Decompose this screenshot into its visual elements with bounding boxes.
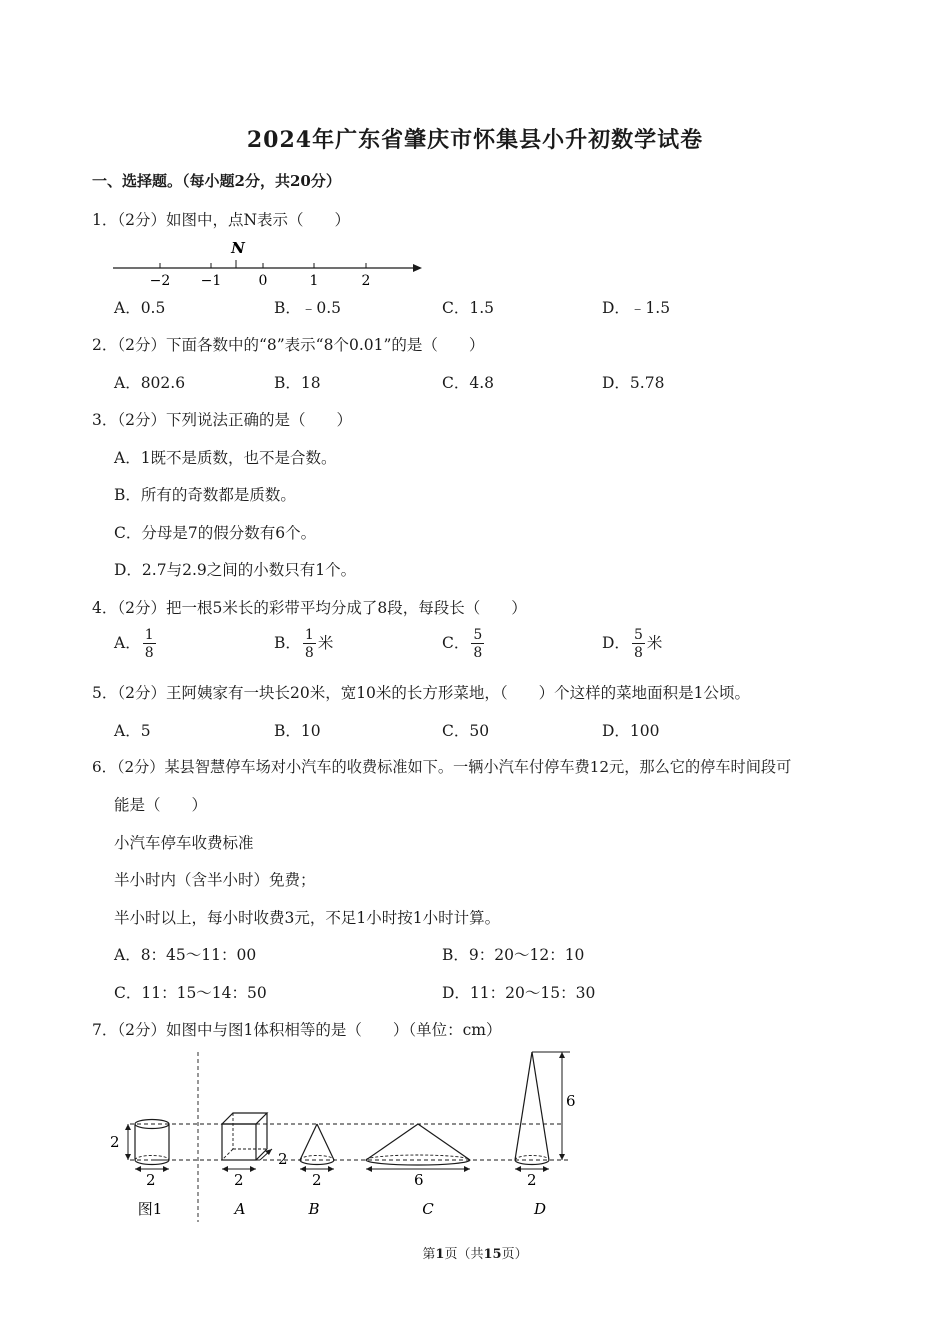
q5-option-d[interactable]: D．100 xyxy=(602,722,660,740)
q6-info-title: 小汽车停车收费标准 xyxy=(114,834,254,852)
option-letter: D． xyxy=(602,634,630,652)
arrow-head xyxy=(163,1166,169,1172)
question-2-stem: 2．（2分）下面各数中的“8”表示“8个0.01”的是（ ） xyxy=(92,336,485,354)
question-4-stem: 4．（2分）把一根5米长的彩带平均分成了8段，每段长（ ） xyxy=(92,599,527,617)
fraction xyxy=(471,628,484,660)
wide-cone-shape xyxy=(366,1124,470,1165)
cube-shape xyxy=(222,1113,267,1160)
exam-title: 2024年广东省肇庆市怀集县小升初数学试卷 xyxy=(246,127,704,153)
tick-label: 1 xyxy=(309,273,319,289)
fraction xyxy=(303,628,316,660)
q6-info-line2: 半小时以上，每小时收费3元，不足1小时按1小时计算。 xyxy=(114,909,501,927)
arrow-head xyxy=(559,1052,565,1058)
height-label-2: 2 xyxy=(110,1133,120,1151)
q6-option-a[interactable]: A．8：45～11：00 xyxy=(114,946,257,964)
q4-option-a[interactable] xyxy=(114,628,158,660)
option-letter: B． xyxy=(274,634,301,652)
question-7-stem: 7．（2分）如图中与图1体积相等的是（ ）（单位：cm） xyxy=(92,1021,502,1039)
caption-a: A xyxy=(234,1200,246,1218)
caption-d: D xyxy=(533,1200,547,1218)
q1-option-b[interactable]: B．﹣0.5 xyxy=(274,299,342,317)
arrow-head xyxy=(125,1154,131,1160)
diameter-label-d: 2 xyxy=(527,1171,537,1189)
denominator: 8 xyxy=(144,645,154,661)
cylinder-shape xyxy=(135,1120,169,1165)
q1-option-c[interactable]: C．1.5 xyxy=(442,299,495,317)
arrow-head xyxy=(366,1166,372,1172)
arrow-head xyxy=(559,1154,565,1160)
tick-label: −2 xyxy=(149,273,171,289)
footer-page-number: 1 xyxy=(435,1247,445,1262)
q2-option-c[interactable]: C．4.8 xyxy=(442,374,495,392)
q6-info-line1: 半小时内（含半小时）免费； xyxy=(114,871,316,889)
tick-label: 0 xyxy=(258,273,268,289)
q6-option-d[interactable]: D．11：20～15：30 xyxy=(442,984,596,1002)
arrow-head xyxy=(515,1166,521,1172)
numerator: 5 xyxy=(633,627,643,643)
footer-mid: 页（共 xyxy=(444,1247,484,1262)
question-1-stem: 1．（2分）如图中，点N表示（ ） xyxy=(92,211,351,229)
q3-option-c[interactable]: C．分母是7的假分数有6个。 xyxy=(114,524,317,542)
number-line-figure xyxy=(108,236,428,292)
question-6-stem-line1: 6．（2分）某县智慧停车场对小汽车的收费标准如下。一辆小汽车付停车费12元，那么它的停车时间段可 xyxy=(92,758,792,776)
q3-option-d[interactable]: D．2.7与2.9之间的小数只有1个。 xyxy=(114,561,357,579)
option-letter: C． xyxy=(442,634,470,652)
solids-figure xyxy=(100,1044,590,1224)
height-label-6: 6 xyxy=(566,1092,576,1110)
small-cone-shape xyxy=(300,1124,334,1165)
footer-post: 页） xyxy=(501,1247,528,1262)
denominator: 8 xyxy=(473,645,483,661)
tall-cone-shape xyxy=(515,1052,549,1165)
q5-option-a[interactable]: A．5 xyxy=(114,722,151,740)
section-heading-choice: 一、选择题。（每小题2分，共20分） xyxy=(92,172,341,190)
denominator: 8 xyxy=(304,645,314,661)
arrow-head xyxy=(125,1124,131,1130)
arrow-head xyxy=(135,1166,141,1172)
denominator: 8 xyxy=(633,645,643,661)
arrow-head xyxy=(543,1166,549,1172)
q4-option-d[interactable] xyxy=(602,628,662,660)
numerator: 5 xyxy=(473,627,483,643)
diameter-label-c: 6 xyxy=(414,1171,424,1189)
numerator: 1 xyxy=(144,627,154,643)
tick-label: 2 xyxy=(361,273,371,289)
footer-total-pages: 15 xyxy=(483,1247,502,1262)
q4-option-b[interactable] xyxy=(274,628,333,660)
q3-option-a[interactable]: A．1既不是质数，也不是合数。 xyxy=(114,449,337,467)
point-n-label: N xyxy=(231,239,245,257)
q5-option-c[interactable]: C．50 xyxy=(442,722,490,740)
arrow-head xyxy=(222,1166,228,1172)
arrow-head xyxy=(250,1166,256,1172)
q2-option-d[interactable]: D．5.78 xyxy=(602,374,665,392)
number-line-arrow xyxy=(413,264,422,272)
width-label-a: 2 xyxy=(234,1171,244,1189)
caption-c: C xyxy=(422,1200,434,1218)
q2-option-a[interactable]: A．802.6 xyxy=(114,374,186,392)
q5-option-b[interactable]: B．10 xyxy=(274,722,321,740)
unit: 米 xyxy=(317,634,334,652)
q2-option-b[interactable]: B．18 xyxy=(274,374,321,392)
q6-option-c[interactable]: C．11：15～14：50 xyxy=(114,984,267,1002)
page-footer xyxy=(0,1243,950,1262)
question-5-stem: 5．（2分）王阿姨家有一块长20米，宽10米的长方形菜地，（ ）个这样的菜地面积是1公顷。 xyxy=(92,684,751,702)
unit: 米 xyxy=(646,634,663,652)
fraction xyxy=(143,628,156,660)
option-letter: A． xyxy=(114,634,141,652)
depth-label-a: 2 xyxy=(278,1150,288,1168)
tick-label: −1 xyxy=(200,273,222,289)
diameter-label-fig1: 2 xyxy=(146,1171,156,1189)
footer-pre: 第 xyxy=(422,1247,436,1262)
q1-option-a[interactable]: A．0.5 xyxy=(114,299,166,317)
q3-option-b[interactable]: B．所有的奇数都是质数。 xyxy=(114,486,296,504)
caption-fig1: 图1 xyxy=(137,1200,163,1218)
diameter-label-b: 2 xyxy=(312,1171,322,1189)
question-6-stem-line2: 能是（ ） xyxy=(114,796,208,814)
fraction xyxy=(632,628,645,660)
caption-b: B xyxy=(308,1200,320,1218)
question-3-stem: 3．（2分）下列说法正确的是（ ） xyxy=(92,411,352,429)
arrow-head xyxy=(464,1166,470,1172)
arrow-head xyxy=(300,1166,306,1172)
q4-option-c[interactable] xyxy=(442,628,486,660)
q1-option-d[interactable]: D．﹣1.5 xyxy=(602,299,671,317)
numerator: 1 xyxy=(304,627,314,643)
q6-option-b[interactable]: B．9：20～12：10 xyxy=(442,946,585,964)
arrow-head xyxy=(328,1166,334,1172)
